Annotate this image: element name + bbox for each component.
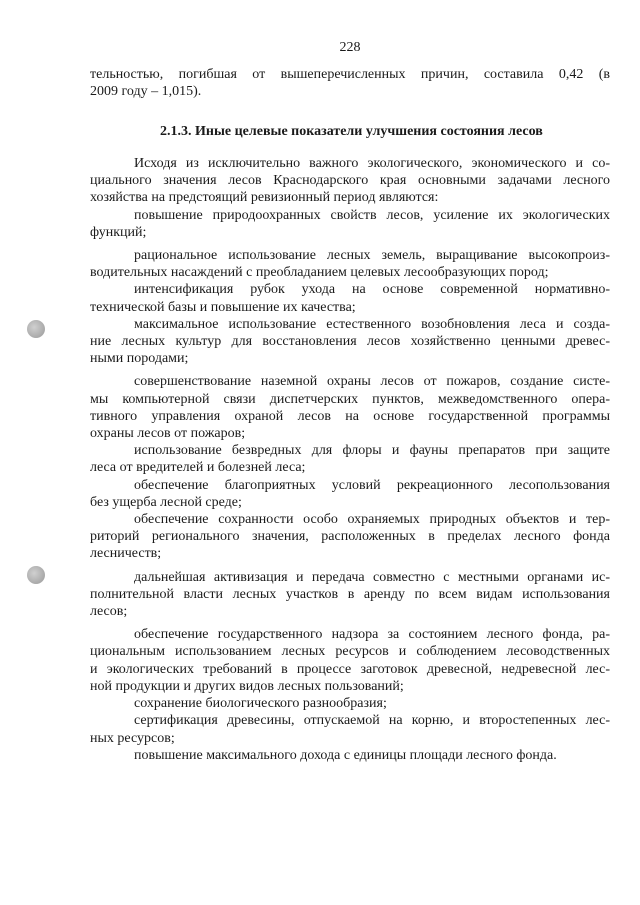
paragraph-line: обеспечение благоприятных условий рекреационного лесопользования <box>134 477 610 493</box>
paragraph-line: совершенствование наземной охраны лесов от пожаров, создание систе- <box>134 374 610 390</box>
paragraph-line: полнительной власти лесных участков в аренду по всем видам использования <box>90 586 610 602</box>
paragraph-line: повышение природоохранных свойств лесов, усиление их экологических <box>134 207 610 223</box>
intro-line: тельностью, погибшая от вышеперечисленных причин, составила 0,42 (в <box>90 67 610 82</box>
paragraph-line: максимальное использование естественного возобновления леса и созда- <box>134 316 610 332</box>
paragraph-line: рациональное использование лесных земель, выращивание высокопроиз- <box>134 248 610 264</box>
paragraph-line: технической базы и повышение их качества; <box>90 299 356 315</box>
paragraph-line: риторий регионального значения, расположенных в пределах лесного фонда <box>90 529 610 545</box>
paragraph-line: ной продукции и других видов лесных пользований; <box>90 678 404 694</box>
paragraph-line: ние лесных культур для восстановления лесов хозяйственно ценными древес- <box>90 334 610 350</box>
paragraph-line: ных ресурсов; <box>90 730 175 746</box>
paragraph-line: лесов; <box>90 604 128 620</box>
paragraph-line: мы компьютерной связи диспетчерских пунктов, межведомственного опера- <box>90 391 610 407</box>
punch-hole <box>27 566 45 584</box>
paragraph-line: сохранение биологического разнообразия; <box>134 696 387 712</box>
paragraph-line: охраны лесов от пожаров; <box>90 426 246 442</box>
paragraph-line: функций; <box>90 224 147 240</box>
paragraph-line: циональным использованием лесных ресурсов и соблюдением лесоводственных <box>90 644 610 660</box>
paragraph-line: сертификация древесины, отпускаемой на корню, и второстепенных лес- <box>134 713 610 729</box>
paragraph-line: тивного управления охраной лесов на основе государственной программы <box>90 408 610 424</box>
paragraph-line: обеспечение государственного надзора за состоянием лесного фонда, ра- <box>134 627 610 643</box>
paragraph-line: без ущерба лесной среде; <box>90 494 242 510</box>
section-heading: 2.1.3. Иные целевые показатели улучшения состояния лесов <box>160 124 543 139</box>
paragraph-line: и экологических требований в процессе заготовок древесной, недревесной лес- <box>90 661 610 677</box>
paragraph-line: ными породами; <box>90 351 189 367</box>
paragraph-line: Исходя из исключительно важного экологического, экономического и со- <box>134 156 610 171</box>
paragraph-line: использование безвредных для флоры и фауны препаратов при защите <box>134 443 610 459</box>
paragraph-line: лесничеств; <box>90 546 162 562</box>
paragraph-line: циального значения лесов Краснодарского края основными задачами лесного <box>90 173 610 189</box>
paragraph-line: повышение максимального дохода с единицы площади лесного фонда. <box>134 747 557 763</box>
paragraph-line: водительных насаждений с преобладанием целевых лесообразующих пород; <box>90 265 549 281</box>
intro-line: 2009 году – 1,015). <box>90 84 202 99</box>
page-number: 228 <box>339 40 361 55</box>
punch-hole <box>27 320 45 338</box>
paragraph-line: обеспечение сохранности особо охраняемых природных объектов и тер- <box>134 512 610 528</box>
paragraph-line: хозяйства на предстоящий ревизионный период являются: <box>90 190 439 206</box>
paragraph-line: интенсификация рубок ухода на основе современной нормативно- <box>134 282 610 298</box>
intro-text <box>90 66 610 100</box>
paragraph-line: дальнейшая активизация и передача совместно с местными органами ис- <box>134 569 610 585</box>
body-text <box>90 155 610 764</box>
paragraph-line: леса от вредителей и болезней леса; <box>90 460 306 476</box>
